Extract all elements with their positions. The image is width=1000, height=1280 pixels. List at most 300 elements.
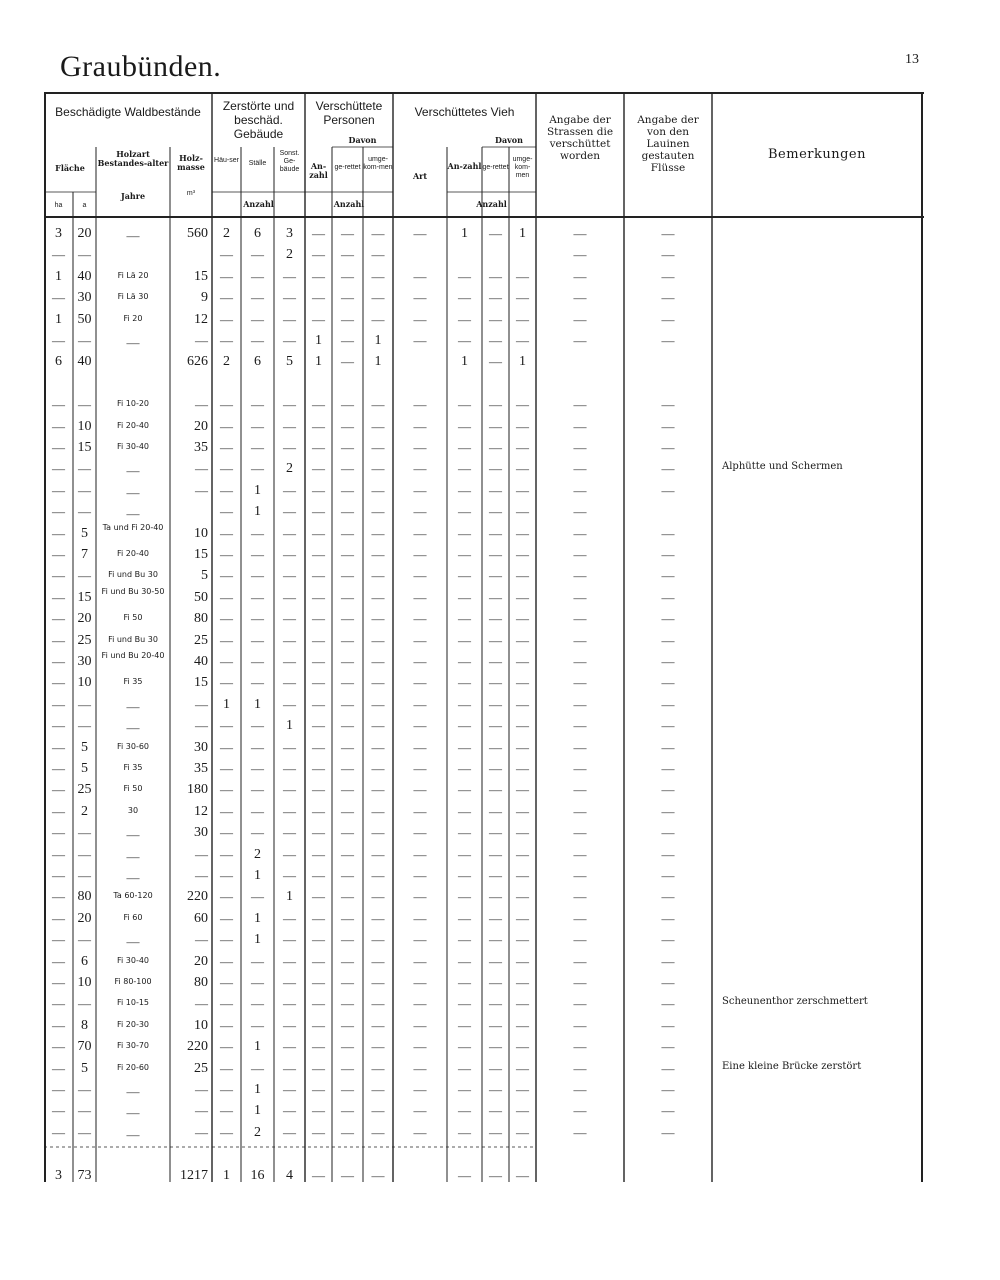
cell-h: — xyxy=(220,589,233,605)
cell-g: — xyxy=(283,953,296,969)
cell-pg: — xyxy=(341,290,354,306)
cell-pa: — xyxy=(312,589,325,605)
cell-pu: — xyxy=(371,803,385,819)
page-title: Graubünden. xyxy=(60,50,222,83)
cell-m3: — xyxy=(195,696,208,712)
cell-vu: — xyxy=(516,910,529,926)
cell-h: — xyxy=(220,333,233,348)
cell-va: — xyxy=(458,504,471,520)
cell-ha: — xyxy=(52,1124,65,1140)
cell-h: — xyxy=(220,547,233,562)
cell-g: — xyxy=(283,547,296,562)
cell-fl: — xyxy=(661,311,675,327)
cell-m3: 15 xyxy=(194,675,208,691)
cell-m3: 10 xyxy=(194,1017,208,1033)
cell-holz: Fi 50 xyxy=(123,784,143,794)
cell-h: — xyxy=(220,568,233,584)
cell-pg: — xyxy=(341,1017,354,1033)
cell-vg: — xyxy=(489,953,502,969)
cell-ha: — xyxy=(52,290,65,306)
cell-art: — xyxy=(413,675,427,691)
cell-g: — xyxy=(283,932,296,948)
header-ha: ha xyxy=(54,202,63,209)
cell-s: 16 xyxy=(250,1167,265,1183)
cell-vu: — xyxy=(516,525,529,541)
cell-holz: — xyxy=(126,720,140,736)
cell-va: — xyxy=(458,568,471,584)
cell-pa: — xyxy=(312,311,325,327)
cell-g: — xyxy=(283,397,296,413)
cell-vu: — xyxy=(516,611,529,627)
cell-vg: — xyxy=(489,461,502,477)
cell-vg: — xyxy=(489,910,502,926)
cell-str: — xyxy=(573,440,587,455)
cell-fl: — xyxy=(661,1103,675,1119)
cell-m3: 60 xyxy=(194,910,208,926)
cell-pu: — xyxy=(371,696,385,712)
cell-str: — xyxy=(573,996,587,1012)
cell-vu: — xyxy=(516,718,529,734)
cell-pg: — xyxy=(341,461,354,477)
header-anzahl-gebaeude: Anzahl xyxy=(243,199,274,209)
cell-vg: — xyxy=(489,397,502,413)
cell-va: — xyxy=(458,868,471,883)
cell-art: — xyxy=(413,611,427,627)
cell-pu: 1 xyxy=(374,333,382,348)
cell-ha: — xyxy=(52,1039,65,1055)
cell-ha: — xyxy=(52,461,65,477)
cell-str: — xyxy=(573,1060,587,1076)
cell-a: — xyxy=(78,504,91,520)
cell-m3: 80 xyxy=(194,975,208,990)
cell-a: — xyxy=(78,1124,91,1140)
cell-fl: — xyxy=(661,868,675,883)
cell-va: — xyxy=(458,311,471,327)
cell-vu: — xyxy=(516,696,529,712)
cell-ha: — xyxy=(52,696,65,712)
cell-holz: — xyxy=(126,827,140,843)
cell-a: — xyxy=(78,482,91,498)
cell-art: — xyxy=(413,440,427,455)
cell-a: — xyxy=(78,247,91,263)
cell-holz: Fi 35 xyxy=(123,677,143,687)
header-davon-personen: Davon xyxy=(348,135,377,145)
cell-h: — xyxy=(220,525,233,541)
cell-art: — xyxy=(413,868,427,883)
cell-va: — xyxy=(458,718,471,734)
cell-pu: — xyxy=(371,761,385,776)
cell-m3: 180 xyxy=(187,782,208,798)
cell-fl: — xyxy=(661,803,675,819)
cell-m3: — xyxy=(195,718,208,734)
cell-g: — xyxy=(283,1039,296,1055)
cell-h: 1 xyxy=(223,1167,230,1183)
cell-art: — xyxy=(413,1017,427,1033)
cell-pu: — xyxy=(371,547,385,562)
cell-g: 5 xyxy=(286,354,293,370)
cell-pa: 1 xyxy=(315,333,322,348)
cell-va: — xyxy=(458,975,471,990)
cell-ha: — xyxy=(52,1103,65,1119)
cell-pu: — xyxy=(371,525,385,541)
cell-m3: 20 xyxy=(194,418,208,434)
cell-vg: — xyxy=(489,1017,502,1033)
cell-vg: — xyxy=(489,889,502,905)
cell-vu: — xyxy=(516,975,529,990)
cell-pg: — xyxy=(341,247,354,263)
cell-holz: Fi 30-40 xyxy=(116,955,150,965)
cell-va: — xyxy=(458,440,471,455)
cell-h: — xyxy=(220,782,233,798)
cell-a: — xyxy=(78,996,91,1012)
cell-h: — xyxy=(220,397,233,413)
cell-vu: — xyxy=(516,675,529,691)
cell-str: — xyxy=(573,889,587,905)
cell-a: 30 xyxy=(77,290,92,306)
cell-art: — xyxy=(413,696,427,712)
cell-vu: — xyxy=(516,333,529,348)
cell-pg: — xyxy=(341,589,354,605)
cell-ha: — xyxy=(52,889,65,905)
cell-s: 1 xyxy=(254,932,261,948)
cell-vu: 1 xyxy=(519,354,526,370)
cell-a: — xyxy=(78,718,91,734)
cell-va: — xyxy=(458,1060,471,1076)
cell-vg: — xyxy=(489,675,502,691)
cell-holz: Fi 20 xyxy=(123,313,143,323)
cell-va: — xyxy=(458,290,471,306)
cell-pu: — xyxy=(371,654,385,669)
cell-fl: — xyxy=(661,761,675,776)
cell-vg: — xyxy=(489,996,502,1012)
cell-str: — xyxy=(573,333,587,348)
header-flaeche: Fläche xyxy=(55,163,85,173)
cell-fl: — xyxy=(661,718,675,734)
cell-ha: — xyxy=(52,803,65,819)
cell-str: — xyxy=(573,846,587,862)
cell-pu: — xyxy=(371,247,385,263)
cell-g: — xyxy=(283,482,296,498)
cell-fl: — xyxy=(661,268,675,284)
cell-vg: — xyxy=(489,333,502,348)
cell-g: — xyxy=(283,1060,296,1076)
cell-m3: 5 xyxy=(201,568,208,584)
header-p-anzahl: An-zahl xyxy=(309,161,328,181)
cell-m3: — xyxy=(195,461,208,477)
cell-rem: Scheunenthor zerschmettert xyxy=(722,996,868,1008)
cell-pu: 1 xyxy=(374,354,382,370)
cell-pg: — xyxy=(341,803,354,819)
cell-s: 1 xyxy=(254,1082,261,1097)
cell-a: 5 xyxy=(81,1060,88,1076)
cell-fl: — xyxy=(661,226,675,241)
cell-str: — xyxy=(573,675,587,691)
cell-pg: — xyxy=(341,632,354,648)
cell-h: — xyxy=(220,910,233,926)
cell-h: — xyxy=(220,996,233,1012)
cell-m3: — xyxy=(195,996,208,1012)
cell-a: — xyxy=(78,846,91,862)
cell-ha: 6 xyxy=(55,354,62,370)
cell-s: — xyxy=(251,333,264,348)
cell-m3: — xyxy=(195,846,208,862)
cell-ha: — xyxy=(52,868,65,883)
cell-pu: — xyxy=(371,910,385,926)
header-waldbestaende: Beschädigte Waldbestände xyxy=(55,105,201,119)
cell-pa: — xyxy=(312,268,325,284)
cell-str: — xyxy=(573,654,587,669)
cell-str: — xyxy=(573,932,587,948)
cell-pa: — xyxy=(312,290,325,306)
cell-vg: — xyxy=(489,589,502,605)
cell-va: — xyxy=(458,1039,471,1055)
cell-art: — xyxy=(413,589,427,605)
cell-pa: — xyxy=(312,611,325,627)
cell-vg: — xyxy=(489,846,502,862)
header-staelle: Ställe xyxy=(248,160,267,167)
cell-s: 6 xyxy=(254,354,261,370)
cell-pg: — xyxy=(341,333,354,348)
cell-pa: — xyxy=(312,953,325,969)
cell-va: — xyxy=(458,525,471,541)
cell-pu: — xyxy=(371,461,385,477)
cell-g: — xyxy=(283,846,296,862)
cell-ha: — xyxy=(52,675,65,691)
cell-pu: — xyxy=(371,1167,385,1183)
cell-g: — xyxy=(283,311,296,327)
cell-g: — xyxy=(283,611,296,627)
cell-pg: — xyxy=(341,761,354,776)
cell-pu: — xyxy=(371,889,385,905)
cell-vg: — xyxy=(489,568,502,584)
cell-vg: — xyxy=(489,440,502,455)
cell-ha: — xyxy=(52,440,65,455)
cell-s: — xyxy=(251,975,264,990)
cell-vg: — xyxy=(489,1103,502,1119)
cell-g: — xyxy=(283,975,296,990)
cell-a: — xyxy=(78,568,91,584)
cell-holz: Fi und Bu 30 xyxy=(108,634,158,644)
cell-art: — xyxy=(413,547,427,562)
cell-pg: — xyxy=(341,718,354,734)
cell-s: — xyxy=(251,739,264,755)
cell-holz: — xyxy=(126,1126,140,1142)
cell-pa: — xyxy=(312,782,325,798)
cell-art: — xyxy=(413,333,427,348)
cell-pa: — xyxy=(312,846,325,862)
cell-fl: — xyxy=(661,782,675,798)
cell-fl: — xyxy=(661,825,675,841)
cell-pg: — xyxy=(341,397,354,413)
cell-holz: — xyxy=(126,484,140,500)
cell-pu: — xyxy=(371,996,385,1012)
cell-m3: 220 xyxy=(187,889,208,905)
cell-art: — xyxy=(413,461,427,477)
cell-art: — xyxy=(413,654,427,669)
cell-fl: — xyxy=(661,611,675,627)
cell-a: 80 xyxy=(77,889,92,905)
cell-pg: — xyxy=(341,525,354,541)
cell-pg: — xyxy=(341,482,354,498)
cell-a: 5 xyxy=(81,739,88,755)
cell-holz: Fi und Bu 30-50 xyxy=(101,586,165,596)
cell-str: — xyxy=(573,1039,587,1055)
cell-vg: — xyxy=(489,504,502,520)
cell-va: — xyxy=(458,889,471,905)
cell-vu: — xyxy=(516,1103,529,1119)
cell-pu: — xyxy=(371,932,385,948)
header-holzart: Holzart Bestandes-alter xyxy=(97,149,169,169)
cell-pa: — xyxy=(312,1103,325,1119)
cell-vg: — xyxy=(489,782,502,798)
cell-holz: — xyxy=(126,1084,140,1099)
cell-fl: — xyxy=(661,739,675,755)
cell-h: — xyxy=(220,482,233,498)
cell-holz: — xyxy=(126,1105,140,1121)
cell-g: — xyxy=(283,825,296,841)
cell-s: 1 xyxy=(254,1103,261,1119)
cell-va: — xyxy=(458,397,471,413)
cell-pg: — xyxy=(341,782,354,798)
cell-g: — xyxy=(283,568,296,584)
cell-pa: 1 xyxy=(315,354,322,370)
cell-g: — xyxy=(283,504,296,520)
cell-h: — xyxy=(220,1103,233,1119)
cell-m3: — xyxy=(195,1103,208,1119)
cell-vg: — xyxy=(489,1082,502,1097)
cell-a: 73 xyxy=(77,1167,92,1183)
cell-vg: — xyxy=(489,718,502,734)
cell-pa: — xyxy=(312,547,325,562)
cell-vu: — xyxy=(516,440,529,455)
cell-vg: — xyxy=(489,1167,502,1183)
cell-a: 20 xyxy=(77,910,92,926)
cell-holz: — xyxy=(126,335,140,350)
cell-vg: — xyxy=(489,761,502,776)
cell-vu: — xyxy=(516,932,529,948)
cell-va: 1 xyxy=(461,354,468,370)
cell-str: — xyxy=(573,611,587,627)
cell-pa: — xyxy=(312,440,325,455)
cell-g: 4 xyxy=(286,1167,293,1183)
cell-vu: — xyxy=(516,1167,529,1183)
cell-s: 1 xyxy=(254,868,261,883)
cell-ha: — xyxy=(52,910,65,926)
cell-pu: — xyxy=(371,611,385,627)
cell-a: 5 xyxy=(81,761,88,776)
cell-s: — xyxy=(251,761,264,776)
cell-pu: — xyxy=(371,825,385,841)
cell-va: — xyxy=(458,589,471,605)
cell-a: — xyxy=(78,1082,91,1097)
cell-h: — xyxy=(220,761,233,776)
cell-vu: — xyxy=(516,547,529,562)
header-haeuser: Häu-ser xyxy=(214,157,239,164)
cell-m3: 80 xyxy=(194,611,208,627)
cell-str: — xyxy=(573,739,587,755)
cell-g: — xyxy=(283,268,296,284)
cell-a: 20 xyxy=(77,226,92,241)
cell-s: — xyxy=(251,889,264,905)
cell-str: — xyxy=(573,397,587,413)
cell-pa: — xyxy=(312,1082,325,1097)
cell-holz: — xyxy=(126,870,140,885)
cell-pg: — xyxy=(341,996,354,1012)
cell-g: — xyxy=(283,996,296,1012)
header-v-gerettet: ge-rettet xyxy=(482,164,509,171)
cell-a: 7 xyxy=(81,547,88,562)
cell-s: — xyxy=(251,803,264,819)
cell-ha: 3 xyxy=(55,1167,62,1183)
cell-s: 2 xyxy=(254,846,261,862)
cell-pa: — xyxy=(312,696,325,712)
cell-s: — xyxy=(251,718,264,734)
cell-ha: — xyxy=(52,611,65,627)
cell-h: — xyxy=(220,675,233,691)
cell-g: — xyxy=(283,1017,296,1033)
cell-pa: — xyxy=(312,418,325,434)
cell-h: — xyxy=(220,504,233,520)
cell-pa: — xyxy=(312,1167,325,1183)
cell-pu: — xyxy=(371,290,385,306)
cell-fl: — xyxy=(661,1039,675,1055)
cell-a: — xyxy=(78,461,91,477)
cell-fl: — xyxy=(661,654,675,669)
cell-art: — xyxy=(413,846,427,862)
cell-pg: — xyxy=(341,675,354,691)
cell-h: 2 xyxy=(223,354,230,370)
cell-pu: — xyxy=(371,268,385,284)
cell-pg: — xyxy=(341,354,354,370)
cell-holz: Fi 60 xyxy=(123,912,143,922)
cell-art: — xyxy=(413,1124,427,1140)
cell-rem: Eine kleine Brücke zerstört xyxy=(722,1060,862,1072)
cell-str: — xyxy=(573,290,587,306)
cell-pg: — xyxy=(341,1103,354,1119)
cell-fl: — xyxy=(661,1124,675,1140)
cell-vg: — xyxy=(489,1039,502,1055)
cell-va: — xyxy=(458,696,471,712)
cell-ha: 3 xyxy=(55,226,62,241)
cell-s: — xyxy=(251,1017,264,1033)
cell-pa: — xyxy=(312,761,325,776)
cell-vu: — xyxy=(516,568,529,584)
cell-vg: — xyxy=(489,696,502,712)
cell-a: 10 xyxy=(77,418,92,434)
cell-fl: — xyxy=(661,675,675,691)
cell-ha: — xyxy=(52,761,65,776)
cell-m3: 30 xyxy=(194,825,208,841)
cell-vu: — xyxy=(516,268,529,284)
cell-art: — xyxy=(413,975,427,990)
cell-g: — xyxy=(283,803,296,819)
cell-vu: — xyxy=(516,1060,529,1076)
cell-m3: 15 xyxy=(194,547,208,562)
cell-a: 25 xyxy=(77,782,92,798)
cell-pg: — xyxy=(341,1039,354,1055)
cell-m3: 20 xyxy=(194,953,208,969)
cell-pg: — xyxy=(341,1060,354,1076)
cell-h: — xyxy=(220,1039,233,1055)
cell-h: — xyxy=(220,632,233,648)
cell-pa: — xyxy=(312,1124,325,1140)
cell-m3: — xyxy=(195,932,208,948)
cell-g: — xyxy=(283,418,296,434)
cell-g: — xyxy=(283,589,296,605)
cell-va: — xyxy=(458,910,471,926)
data-table xyxy=(44,92,924,1182)
cell-s: 1 xyxy=(254,482,261,498)
